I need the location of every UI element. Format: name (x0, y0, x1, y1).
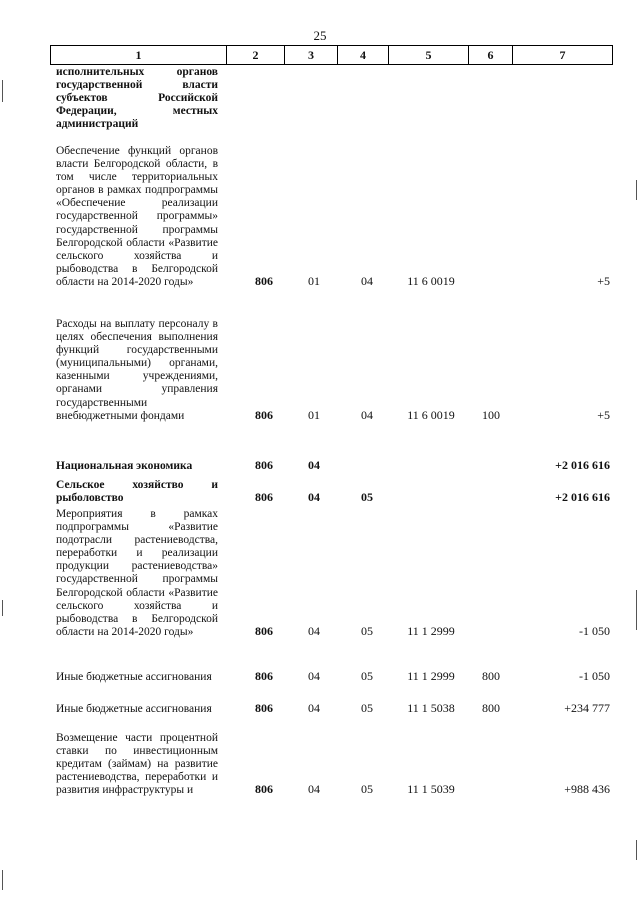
row-values (56, 459, 612, 473)
header-col-5: 5 (388, 46, 468, 64)
cell-cs: 11 6 0019 (407, 407, 455, 422)
row-values (56, 275, 612, 289)
row-description: Иные бюджетные ассигнования (56, 703, 212, 715)
cell-ved: 806 (255, 490, 273, 505)
scan-edge-mark (2, 870, 3, 890)
cell-sum: -1 050 (579, 623, 610, 638)
table-row (56, 479, 612, 505)
cell-cs: 11 1 2999 (407, 623, 455, 638)
cell-rz: 04 (308, 782, 320, 797)
row-description: Иные бюджетные ассигнования (56, 671, 212, 683)
cell-sum: +2 016 616 (555, 490, 610, 505)
cell-ved: 806 (255, 274, 273, 289)
row-description: Мероприятия в рамках подпрограммы «Развитие подотрасли растениеводства, переработки и реализации продукции растениеводства» государственной программы Белгородской области «Развитие сельского хозяйства и рыбоводства в Белгородской области на 2014-2020 годы» (56, 508, 218, 638)
row-description: Национальная экономика (56, 460, 193, 472)
table-row (56, 508, 612, 639)
scan-edge-mark (636, 590, 637, 630)
row-values (56, 625, 612, 639)
cell-rz: 04 (308, 623, 320, 638)
header-col-4: 4 (337, 46, 388, 64)
header-col-6: 6 (468, 46, 512, 64)
cell-vr: 100 (482, 407, 500, 422)
cell-ved: 806 (255, 782, 273, 797)
cell-sum: -1 050 (579, 669, 610, 684)
row-description: исполнительных органов государственной власти субъектов Российской Федерации, местных администраций (56, 66, 218, 131)
cell-pr: 05 (361, 701, 373, 716)
cell-sum: +988 436 (564, 782, 610, 797)
table-row (56, 703, 612, 716)
table-header (50, 45, 613, 65)
cell-sum: +2 016 616 (555, 458, 610, 473)
row-values (56, 783, 612, 797)
cell-ved: 806 (255, 669, 273, 684)
cell-cs: 11 6 0019 (407, 274, 455, 289)
cell-sum: +5 (597, 407, 610, 422)
cell-vr: 800 (482, 669, 500, 684)
cell-pr: 05 (361, 623, 373, 638)
row-values (56, 670, 612, 684)
header-col-3: 3 (284, 46, 337, 64)
cell-ved: 806 (255, 458, 273, 473)
cell-rz: 04 (308, 458, 320, 473)
row-values (56, 409, 612, 423)
cell-rz: 01 (308, 274, 320, 289)
row-description: Обеспечение функций органов власти Белгородской области, в том числе территориальных органов в рамках подпрограммы «Обеспечение реализации государственной программы» государственной программы Белгородской области «Развитие сельского хозяйства и рыбоводства в Белгородской области на 2014-2020 годы» (56, 145, 218, 288)
scan-edge-mark (636, 180, 637, 200)
table-row (56, 671, 612, 684)
table-row (56, 460, 612, 473)
header-col-1: 1 (135, 48, 142, 62)
cell-cs: 11 1 2999 (407, 669, 455, 684)
cell-pr: 05 (361, 782, 373, 797)
cell-rz: 01 (308, 407, 320, 422)
cell-pr: 04 (361, 274, 373, 289)
scan-edge-mark (2, 600, 3, 616)
page-number: 25 (313, 28, 327, 43)
cell-ved: 806 (255, 623, 273, 638)
cell-pr: 04 (361, 407, 373, 422)
cell-pr: 05 (361, 490, 373, 505)
cell-sum: +234 777 (564, 701, 610, 716)
row-values (56, 491, 612, 505)
table-row (56, 145, 612, 289)
cell-rz: 04 (308, 701, 320, 716)
table-row (56, 66, 612, 131)
cell-cs: 11 1 5039 (407, 782, 455, 797)
row-description: Расходы на выплату персоналу в целях обеспечения выполнения функций государственными (муниципальными) органами, казенными учреждениями, органами управления государственными внебюджетными фондами (56, 318, 218, 422)
cell-ved: 806 (255, 407, 273, 422)
scan-edge-mark (2, 80, 3, 102)
cell-vr: 800 (482, 701, 500, 716)
header-col-7: 7 (512, 46, 612, 64)
row-values (56, 702, 612, 716)
row-description: Возмещение части процентной ставки по инвестиционным кредитам (займам) на развитие растениеводства, переработки и развития инфраструктуры и (56, 732, 218, 797)
cell-rz: 04 (308, 490, 320, 505)
row-description: Сельское хозяйство и рыболовство (56, 479, 218, 505)
table-row (56, 732, 612, 797)
header-col-2: 2 (226, 46, 284, 64)
cell-sum: +5 (597, 274, 610, 289)
scan-edge-mark (636, 840, 637, 860)
cell-rz: 04 (308, 669, 320, 684)
cell-cs: 11 1 5038 (407, 701, 455, 716)
cell-ved: 806 (255, 701, 273, 716)
cell-pr: 05 (361, 669, 373, 684)
table-row (56, 318, 612, 423)
